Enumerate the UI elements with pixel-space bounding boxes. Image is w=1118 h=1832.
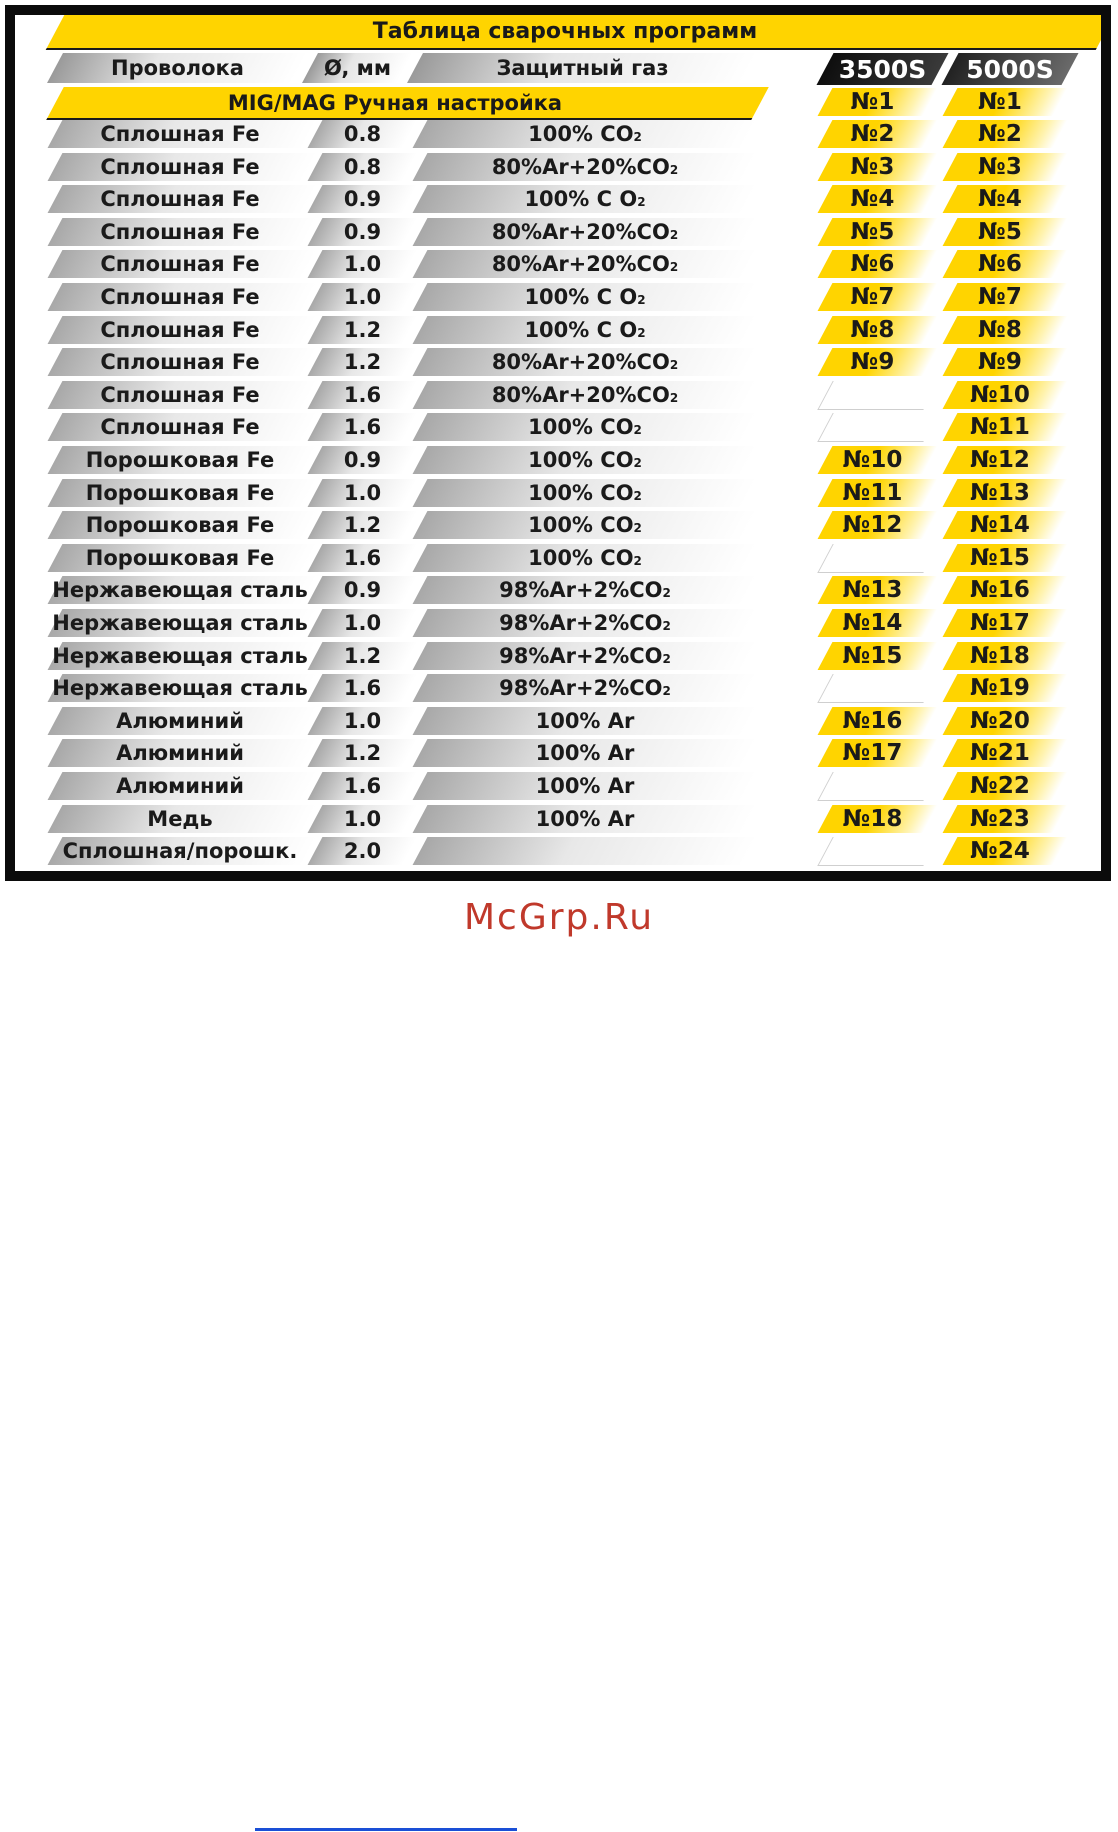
- wire-type: Порошковая Fe: [85, 513, 275, 537]
- program-3500s: №13: [842, 577, 903, 603]
- program-3500s: №12: [842, 512, 903, 538]
- gas-text: 100% CO: [528, 546, 634, 570]
- gas-subscript: 2: [662, 619, 671, 633]
- wire-type: Нержавеющая сталь: [52, 644, 308, 668]
- diameter-value: 1.2: [343, 318, 382, 342]
- diameter-value: 1.2: [343, 741, 382, 765]
- program-5000s: №4: [978, 186, 1022, 212]
- watermark: McGrp.Ru: [463, 896, 655, 938]
- program-3500s: [825, 674, 920, 702]
- gas-value: [420, 739, 750, 767]
- gas-text: 98%Ar+2%CO: [499, 611, 663, 635]
- diameter-value: 2.0: [343, 839, 382, 863]
- program-5000s: №12: [970, 447, 1030, 473]
- model-5000s-label: 5000S: [966, 54, 1054, 84]
- program-3500s: №9: [850, 349, 895, 375]
- program-5000s: №11: [970, 414, 1030, 440]
- gas-value: [420, 837, 750, 865]
- model-3500s-label: 3500S: [838, 54, 927, 84]
- gas-value: [420, 120, 750, 148]
- gas-text: 100% Ar: [535, 807, 635, 831]
- gas-value: [420, 413, 750, 441]
- diameter-value: 1.2: [343, 350, 382, 374]
- wire-type: Сплошная Fe: [100, 252, 260, 276]
- gas-subscript: 2: [633, 130, 642, 144]
- program-3500s: [825, 381, 920, 409]
- wire-type: Сплошная/порошк.: [62, 839, 298, 863]
- program-table: [15, 15, 1101, 871]
- gas-value: [420, 153, 750, 181]
- program-3500s: №6: [850, 251, 895, 277]
- gas-subscript: 2: [669, 163, 679, 177]
- program-table-frame: [5, 5, 1111, 881]
- gas-subscript: 2: [637, 326, 646, 340]
- table-row: [15, 446, 1101, 474]
- link-underline[interactable]: [255, 1828, 517, 1831]
- program-3500s: №5: [850, 219, 895, 245]
- diameter-value: 1.2: [343, 513, 382, 537]
- gas-value: [420, 674, 750, 702]
- diameter-value: 1.0: [343, 481, 382, 505]
- program-5000s: №7: [978, 284, 1022, 310]
- program-3500s: №2: [850, 121, 895, 147]
- program-5000s: №15: [970, 545, 1030, 571]
- gas-value: [420, 511, 750, 539]
- gas-text: 98%Ar+2%CO: [499, 578, 663, 602]
- wire-type: Сплошная Fe: [100, 285, 260, 309]
- diameter-value: 0.9: [343, 448, 382, 472]
- diameter-value: 1.0: [343, 709, 382, 733]
- gas-text: 100% C O: [524, 187, 638, 211]
- diameter-value: 1.2: [343, 644, 382, 668]
- diameter-value: 0.8: [343, 155, 382, 179]
- gas-text: 100% CO: [528, 481, 634, 505]
- gas-text: 80%Ar+20%CO: [491, 350, 670, 374]
- table-row: [15, 674, 1101, 702]
- program-5000s: №2: [978, 121, 1022, 147]
- program-3500s: №14: [842, 610, 903, 636]
- program-3500s: №11: [842, 480, 903, 506]
- table-row: [15, 153, 1101, 181]
- gas-text: 80%Ar+20%CO: [491, 155, 670, 179]
- table-row: [15, 837, 1101, 865]
- gas-value: [420, 446, 750, 474]
- program-5000s: №16: [970, 577, 1030, 603]
- diameter-value: 1.6: [343, 774, 382, 798]
- gas-text: 100% C O: [524, 285, 638, 309]
- gas-subscript: 2: [633, 521, 642, 535]
- table-row: [15, 707, 1101, 735]
- table-row: [15, 316, 1101, 344]
- gas-subscript: 2: [662, 684, 671, 698]
- program-5000s: №6: [978, 251, 1022, 277]
- gas-value: [420, 381, 750, 409]
- gas-subscript: 2: [633, 489, 642, 503]
- diameter-value: 0.9: [343, 220, 382, 244]
- program-5000s: №3: [978, 154, 1022, 180]
- program-5000s: №9: [978, 349, 1022, 375]
- program-3500s: №3: [850, 154, 895, 180]
- wire-type: Сплошная Fe: [100, 350, 260, 374]
- gas-subscript: 2: [669, 228, 679, 242]
- gas-text: 100% Ar: [535, 741, 635, 765]
- wire-type: Медь: [147, 807, 213, 831]
- gas-text: 98%Ar+2%CO: [499, 676, 663, 700]
- wire-type: Сплошная Fe: [100, 220, 260, 244]
- program-5000s: №8: [978, 317, 1022, 343]
- program-5000s: №14: [970, 512, 1030, 538]
- wire-type: Алюминий: [116, 709, 244, 733]
- gas-text: 80%Ar+20%CO: [491, 252, 670, 276]
- diameter-value: 1.0: [343, 285, 382, 309]
- diameter-header: Ø, мм: [323, 56, 391, 80]
- program-3500s: [825, 772, 920, 800]
- table-row: [15, 642, 1101, 670]
- gas-value: [420, 609, 750, 637]
- gas-subscript: 2: [633, 554, 642, 568]
- diameter-value: 1.6: [343, 546, 382, 570]
- gas-text: 100% CO: [528, 415, 634, 439]
- wire-type: Порошковая Fe: [85, 546, 275, 570]
- gas-value: [420, 250, 750, 278]
- program-5000s: №21: [970, 740, 1030, 766]
- gas-text: 100% Ar: [535, 709, 635, 733]
- diameter-value: 0.8: [343, 122, 382, 146]
- gas-subscript: 2: [662, 586, 671, 600]
- gas-text: 98%Ar+2%CO: [499, 644, 663, 668]
- gas-text: 100% Ar: [535, 774, 635, 798]
- program-3500s: №7: [850, 284, 895, 310]
- table-row: [15, 511, 1101, 539]
- program-5000s: №24: [970, 838, 1030, 864]
- diameter-value: 1.6: [343, 383, 382, 407]
- diameter-value: 1.6: [343, 415, 382, 439]
- gas-subscript: 2: [669, 391, 679, 405]
- wire-type: Сплошная Fe: [100, 187, 260, 211]
- diameter-value: 1.0: [343, 611, 382, 635]
- wire-type: Порошковая Fe: [85, 481, 275, 505]
- gas-value: [420, 772, 750, 800]
- gas-text: 100% CO: [528, 448, 634, 472]
- program-3500s: №15: [842, 643, 903, 669]
- gas-header: Защитный газ: [496, 56, 669, 80]
- program-3500s: [825, 544, 920, 572]
- table-row: [15, 250, 1101, 278]
- program-5000s: №18: [970, 643, 1030, 669]
- gas-subscript: 2: [662, 652, 671, 666]
- diameter-value: 0.9: [343, 187, 382, 211]
- table-row: [15, 479, 1101, 507]
- table-row: [15, 348, 1101, 376]
- table-row: [15, 120, 1101, 148]
- gas-text: 100% CO: [528, 513, 634, 537]
- gas-value: [420, 185, 750, 213]
- wire-type: Порошковая Fe: [85, 448, 275, 472]
- table-row: [15, 283, 1101, 311]
- wire-type: Нержавеющая сталь: [52, 578, 308, 602]
- program-5000s-header: №1: [978, 89, 1022, 115]
- program-5000s: №22: [970, 773, 1030, 799]
- wire-type: Нержавеющая сталь: [52, 676, 308, 700]
- program-3500s: №4: [850, 186, 895, 212]
- diameter-value: 0.9: [343, 578, 382, 602]
- table-title: Таблица сварочных программ: [372, 19, 758, 44]
- gas-text: 80%Ar+20%CO: [491, 220, 670, 244]
- program-3500s: №8: [850, 317, 895, 343]
- program-5000s: №5: [978, 219, 1022, 245]
- table-row: [15, 772, 1101, 800]
- diameter-value: 1.0: [343, 252, 382, 276]
- gas-subscript: 2: [669, 260, 679, 274]
- table-row: [15, 381, 1101, 409]
- gas-value: [420, 544, 750, 572]
- table-row: [15, 576, 1101, 604]
- gas-value: [420, 479, 750, 507]
- program-3500s: №10: [842, 447, 903, 473]
- program-5000s: №20: [970, 708, 1030, 734]
- program-3500s-header: №1: [850, 89, 895, 115]
- diameter-value: 1.6: [343, 676, 382, 700]
- program-5000s: №13: [970, 480, 1030, 506]
- gas-value: [420, 316, 750, 344]
- wire-type: Алюминий: [116, 774, 244, 798]
- wire-type: Сплошная Fe: [100, 318, 260, 342]
- program-5000s: №17: [970, 610, 1030, 636]
- gas-subscript: 2: [633, 456, 642, 470]
- gas-value: [420, 576, 750, 604]
- gas-text: 100% CO: [528, 122, 634, 146]
- wire-type: Сплошная Fe: [100, 415, 260, 439]
- gas-value: [420, 283, 750, 311]
- wire-header: Проволока: [111, 56, 244, 80]
- program-5000s: №23: [970, 806, 1030, 832]
- program-3500s: №17: [842, 740, 903, 766]
- table-row: [15, 805, 1101, 833]
- gas-subscript: 2: [637, 195, 646, 209]
- diameter-value: 1.0: [343, 807, 382, 831]
- wire-type: Сплошная Fe: [100, 122, 260, 146]
- gas-value: [420, 218, 750, 246]
- gas-value: [420, 707, 750, 735]
- program-3500s: №16: [842, 708, 903, 734]
- gas-value: [420, 642, 750, 670]
- program-5000s: №19: [970, 675, 1030, 701]
- program-5000s: №10: [970, 382, 1030, 408]
- section-title: MIG/MAG Ручная настройка: [227, 90, 563, 115]
- gas-text: 100% C O: [524, 318, 638, 342]
- gas-value: [420, 348, 750, 376]
- table-row: [15, 609, 1101, 637]
- wire-type: Нержавеющая сталь: [52, 611, 308, 635]
- table-row: [15, 185, 1101, 213]
- wire-type: Сплошная Fe: [100, 155, 260, 179]
- program-3500s: №18: [842, 806, 903, 832]
- program-3500s: [825, 413, 920, 441]
- table-row: [15, 739, 1101, 767]
- gas-value: [420, 805, 750, 833]
- gas-subscript: 2: [637, 293, 646, 307]
- gas-text: 80%Ar+20%CO: [491, 383, 670, 407]
- wire-type: Сплошная Fe: [100, 383, 260, 407]
- gas-subscript: 2: [633, 423, 642, 437]
- wire-type: Алюминий: [116, 741, 244, 765]
- table-row: [15, 544, 1101, 572]
- table-row: [15, 218, 1101, 246]
- program-3500s: [825, 837, 920, 865]
- table-row: [15, 413, 1101, 441]
- gas-subscript: 2: [669, 358, 679, 372]
